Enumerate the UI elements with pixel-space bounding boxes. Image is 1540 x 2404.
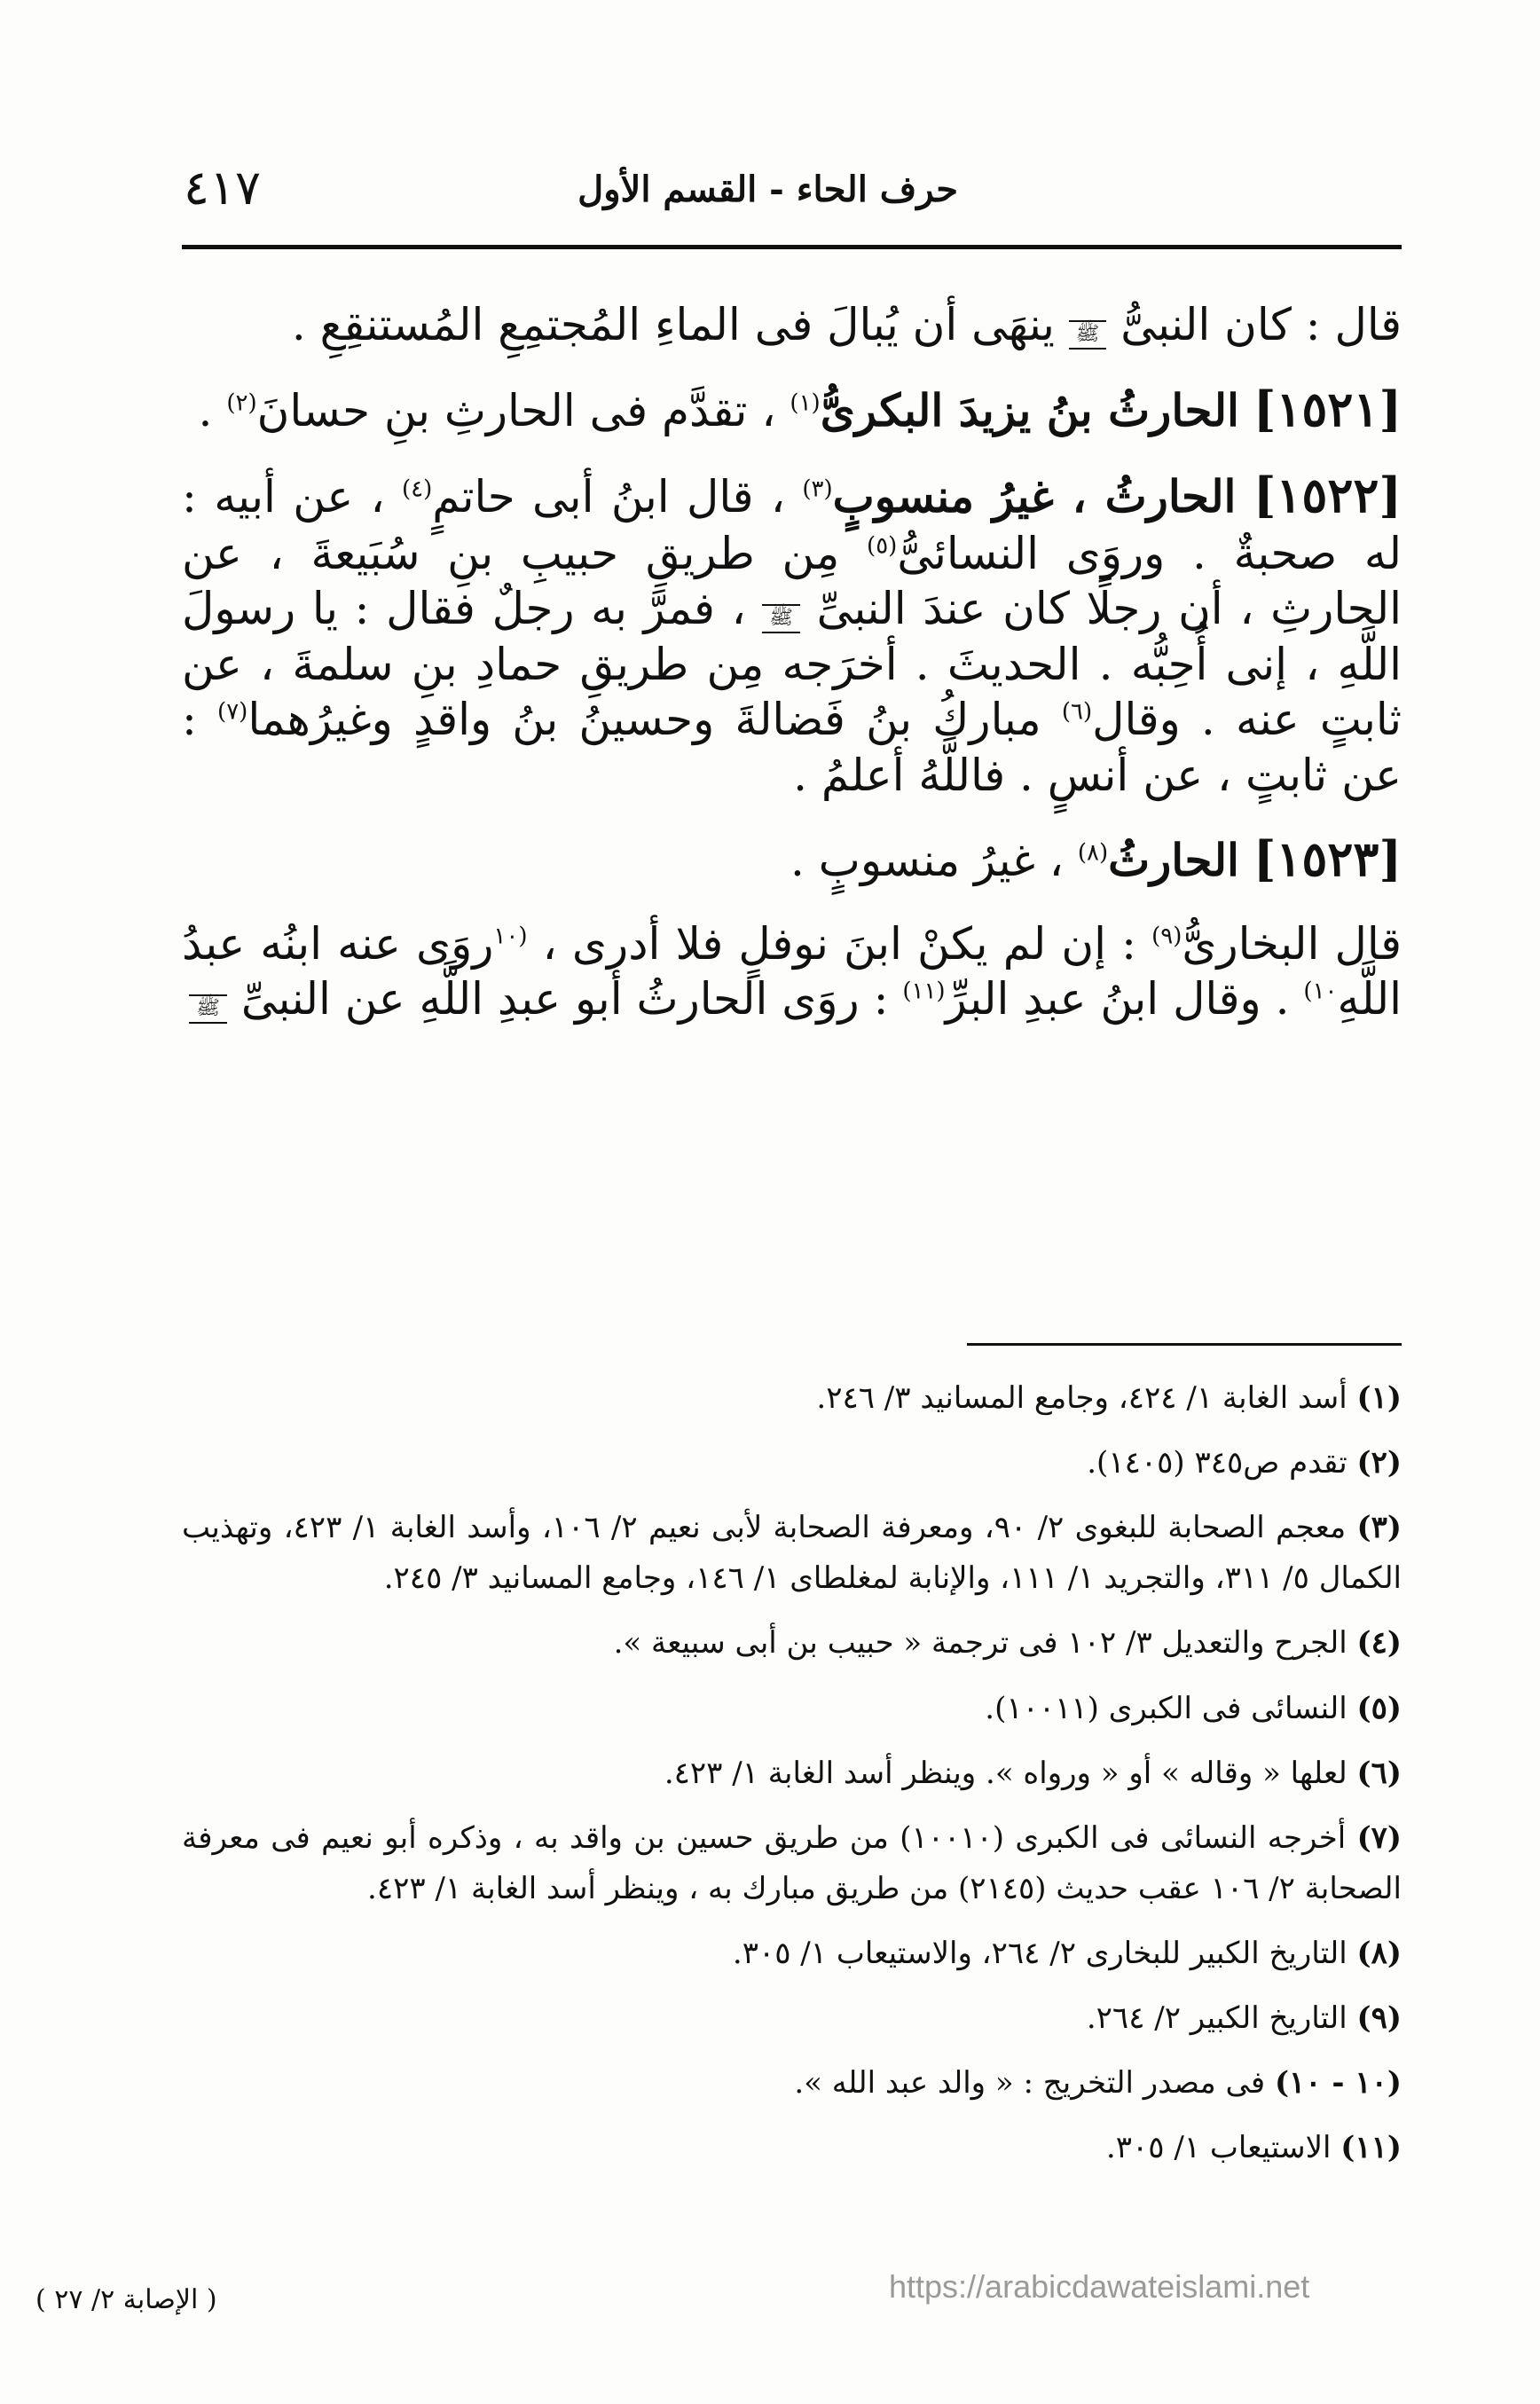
footnote (182, 1993, 1402, 2044)
text-run: مِن طريقِ حبيبِ بنِ سُبَيعةَ ، عن الحارثِ ، أن رجلًا كان عندَ النبىِّ (182, 527, 1402, 634)
salla-mark: ﷺ (762, 604, 800, 633)
footnote-ref: (٣) (802, 475, 833, 503)
footnotes (182, 1373, 1402, 2188)
footnote-number: (١١) (1340, 2130, 1402, 2166)
text-run: مباركُ بنُ فَضالةَ وحسينُ بنُ واقدٍ وغيرُهما (248, 694, 1041, 745)
footnote-text: الجرح والتعديل ٣/ ١٠٢ فى ترجمة « حبيب بن أبى سبيعة ». (613, 1625, 1348, 1662)
text-run: . وقال ابنُ عبدِ البرِّ (945, 973, 1290, 1025)
footnote (182, 1813, 1402, 1914)
watermark-url: https://arabicdawateislami.net (889, 2268, 1310, 2305)
footnote (182, 2058, 1402, 2109)
footnote (182, 1748, 1402, 1799)
footnote-ref: (٩) (1151, 922, 1182, 949)
footnote-divider (967, 1343, 1402, 1346)
paragraph-bukhari (182, 916, 1402, 1027)
text-run: : عن ثابتٍ ، عن أنسٍ . فاللَّهُ أعلمُ . (182, 694, 1402, 801)
footnote-number: (٨) (1356, 1935, 1402, 1971)
footnote-number: (١٠ - ١٠) (1274, 2065, 1402, 2102)
footnote (182, 2123, 1402, 2173)
entry-number: [١٥٢١] (1253, 380, 1402, 437)
footnote-number: (٧) (1356, 1819, 1402, 1856)
footnote-ref: (٤) (402, 475, 433, 503)
text-run: : روَى الحارثُ أبو عبدِ اللَّهِ عن النبىِّ (240, 973, 889, 1025)
entry-1523 (182, 829, 1402, 890)
text-run: ، تقدَّم فى الحارثِ بنِ حسانَ (256, 384, 776, 436)
footnote-ref: (٢) (226, 389, 257, 416)
footnote-ref: (٦) (1061, 698, 1093, 726)
footnote (182, 1373, 1402, 1424)
entry-name: الحارثُ بنُ يزيدَ البكرىُّ (820, 383, 1239, 436)
footnote-ref: (١١) (902, 978, 946, 1005)
footnote (182, 1438, 1402, 1489)
footnote-text: التاريخ الكبير للبخارى ٢/ ٢٦٤، والاستيعاب ١/ ٣٠٥. (732, 1935, 1348, 1971)
footnote-number: (٦) (1356, 1755, 1402, 1791)
footnote-number: (٢) (1356, 1445, 1402, 1481)
entry-name: الحارثُ (1108, 834, 1239, 886)
footnote-ref: (٧) (217, 698, 248, 726)
footnote-text: لعلها « وقاله » أو « ورواه ». وينظر أسد الغابة ١/ ٤٢٣. (664, 1755, 1348, 1791)
text-run: ينهَى أن يُبالَ فى الماءِ المُجتمِعِ المُستنقِعِ . (291, 299, 1055, 350)
running-title: حرف الحاء - القسم الأول (578, 169, 958, 210)
paragraph-intro (182, 297, 1402, 353)
entry-1522 (182, 466, 1402, 803)
footnote-ref: (١) (790, 389, 821, 416)
footnote-text: الاستيعاب ١/ ٣٠٥. (1105, 2130, 1332, 2166)
footnote-number: (٥) (1356, 1690, 1402, 1726)
salla-mark: ﷺ (1069, 320, 1107, 350)
footnote-text: تقدم ص٣٤٥ (١٤٠٥). (1087, 1445, 1348, 1481)
entry-1521 (182, 380, 1402, 440)
footnote-text: فى مصدر التخريج : « والد عبد الله ». (794, 2065, 1266, 2102)
text-run: ، قال ابنُ أبى حاتمٍ (432, 471, 786, 522)
text-run: قال : كان النبىُّ (1120, 299, 1402, 350)
footnote (182, 1684, 1402, 1734)
salla-mark: ﷺ (189, 994, 227, 1024)
footnote-number: (٩) (1356, 2000, 1402, 2037)
footnote-text: التاريخ الكبير ٢/ ٢٦٤. (1086, 2000, 1348, 2037)
footnote-text: أخرجه النسائى فى الكبرى (١٠٠١٠) من طريق حسين بن واقد به ، وذكره أبو نعيم فى معرفة الصحابة ٢/ ١٠٦ عقب حديث (٢١٤٥) من طريق مبارك به ، وينظر أسد الغابة ١/ ٤٢٣. (182, 1819, 1402, 1906)
range-marker-close: ١٠) (1303, 978, 1338, 1005)
volume-reference: ( الإصابة ٢/ ٢٧ ) (35, 2284, 217, 2315)
footnote-text: أسد الغابة ١/ ٤٢٤، وجامع المسانيد ٣/ ٢٤٦. (816, 1380, 1348, 1416)
footnote-ref: (٨) (1077, 839, 1109, 867)
page-number: ٤١٧ (184, 160, 262, 216)
footnote-number: (١) (1356, 1380, 1402, 1416)
entry-number: [١٥٢٢] (1253, 467, 1402, 523)
footnote-text: معجم الصحابة للبغوى ٢/ ٩٠، ومعرفة الصحابة لأبى نعيم ٢/ ١٠٦، وأسد الغابة ١/ ٤٢٣، وتهذيب الكمال ٥/ ٣١١، والتجريد ١/ ١١١، والإنابة لمغلطاى ١/ ١٤٦، وجامع المسانيد ٣/ ٢٤٥. (182, 1510, 1402, 1597)
footnote-number: (٤) (1356, 1625, 1402, 1662)
text-run: ، فمرَّ به رجلٌ فقال : يا رسولَ اللَّهِ ، إنى أُحِبُّه . الحديثَ . أخرَجه مِن طريقِ حمادِ بنِ سلمةَ ، عن ثابتٍ عنه . وقال (182, 583, 1402, 745)
text-run: روَى عنه ابنُه عبدُ اللَّهِ (182, 917, 1402, 1025)
main-text (182, 297, 1402, 1054)
footnote (182, 1618, 1402, 1669)
footnote (182, 1503, 1402, 1604)
footnote-text: النسائى فى الكبرى (١٠٠١١). (985, 1690, 1348, 1726)
text-run: ، غيرُ منسوبٍ . (790, 835, 1064, 886)
footnote-number: (٣) (1356, 1510, 1402, 1546)
footnote-ref: (٥) (867, 531, 898, 559)
entry-name: الحارثُ ، غيرُ منسوبٍ (832, 470, 1237, 522)
range-marker-open: (١٠ (493, 922, 528, 949)
text-run: . (198, 384, 213, 436)
footnote (182, 1929, 1402, 1979)
entry-number: [١٥٢٣] (1253, 830, 1402, 887)
page-header (182, 142, 1402, 249)
text-run: : إن لم يكنْ ابنَ نوفلٍ فلا أدرى ، (542, 917, 1136, 970)
text-run: ، عن أبيه : له صحبةٌ . وروَى النسائىُّ (182, 471, 1402, 579)
text-run: قال البخارىُّ (1182, 917, 1402, 970)
